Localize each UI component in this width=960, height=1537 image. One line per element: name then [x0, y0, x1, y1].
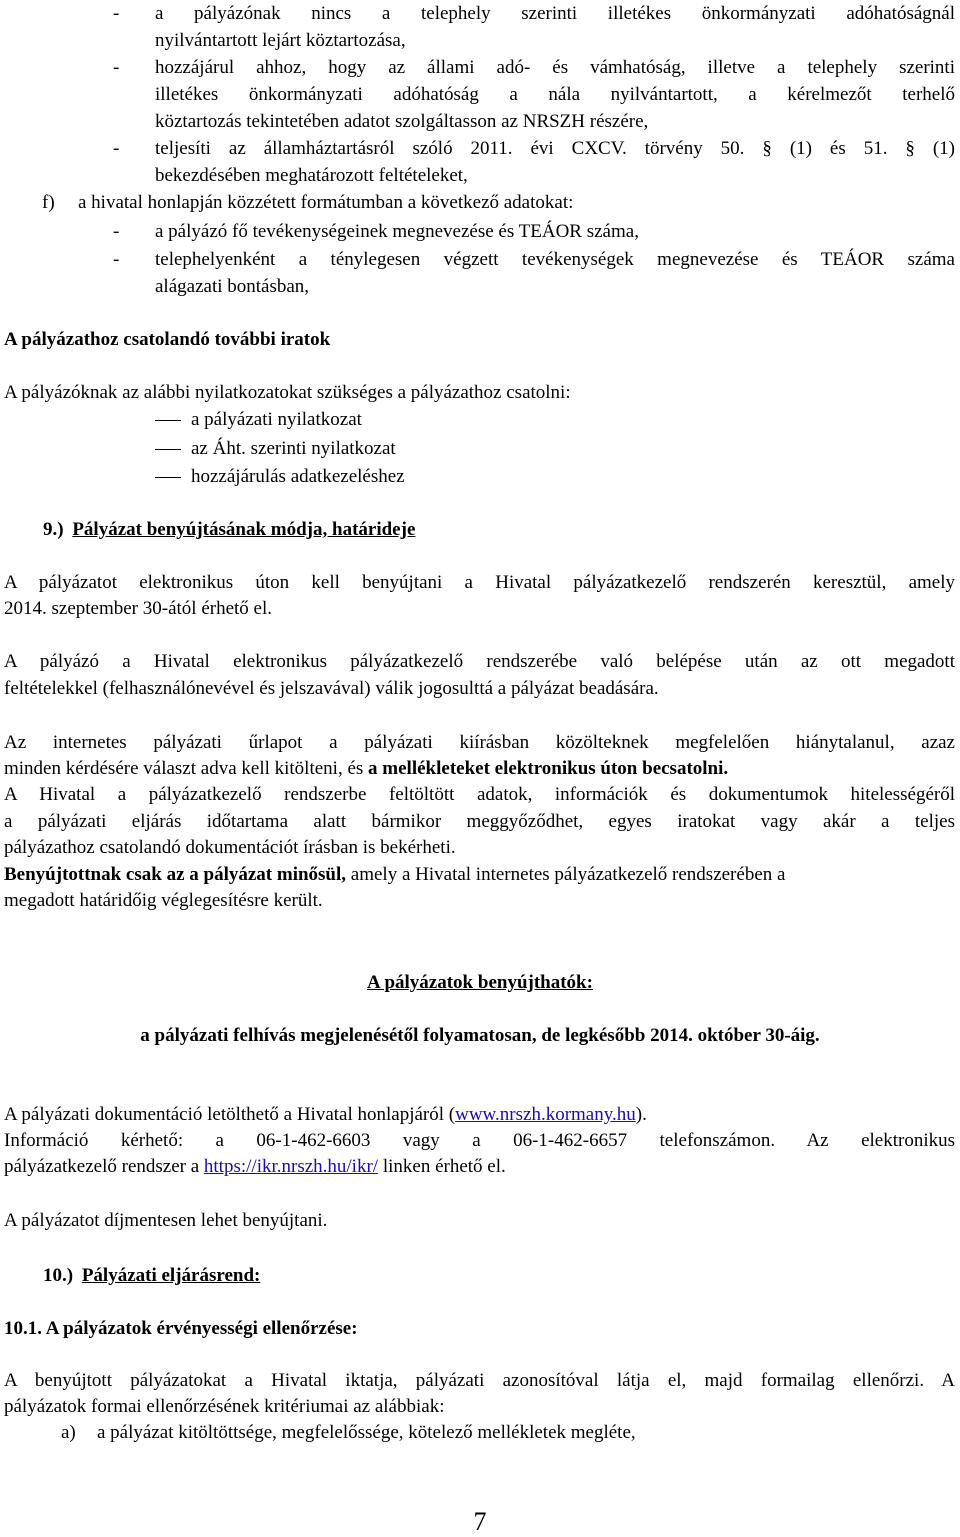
bullet-text: a pályázó fő tevékenységeinek megnevezése és TEÁOR száma,	[155, 221, 639, 242]
paragraph: A pályázóknak az alábbi nyilatkozatokat szükséges a pályázathoz csatolni:	[4, 382, 571, 403]
paragraph-line: A benyújtott pályázatokat a Hivatal iktatja, pályázati azonosítóval látja el, majd formailag ellenőrzi. A	[4, 1370, 955, 1391]
list-item-text: az Áht. szerinti nyilatkozat	[191, 438, 396, 459]
text-bold: a mellékleteket elektronikus úton becsatolni.	[368, 758, 729, 779]
bullet-dash: -	[113, 57, 120, 78]
paragraph-line	[4, 1155, 506, 1179]
bullet-text: hozzájárul ahhoz, hogy az állami adó- és vámhatóság, illetve a telephely szerinti	[155, 57, 955, 78]
subsection-heading: 10.1. A pályázatok érvényességi ellenőrzése:	[4, 1318, 358, 1339]
em-dash-marker	[155, 420, 181, 421]
section-number: 10.)	[43, 1265, 74, 1286]
text-plain: A pályázati dokumentáció letölthető a Hivatal honlapjáról (	[4, 1104, 456, 1125]
list-marker: a)	[61, 1422, 76, 1443]
bullet-dash: -	[113, 221, 120, 242]
section-heading: A pályázathoz csatolandó további iratok	[4, 329, 331, 350]
section-heading	[43, 518, 415, 542]
section-number: 9.)	[43, 519, 64, 540]
ikr-link[interactable]: https://ikr.nrszh.hu/ikr/	[203, 1156, 379, 1177]
em-dash-marker	[155, 477, 181, 478]
bullet-text: alágazati bontásban,	[155, 276, 310, 297]
paragraph-line: Az internetes pályázati űrlapot a pályázati kiírásban közölteknek megfelelően hiánytalanul, azaz	[4, 732, 955, 753]
paragraph-line: A pályázó a Hivatal elektronikus pályázatkezelő rendszerébe való belépése után az ott megadott	[4, 651, 955, 672]
text-plain: minden kérdésére választ adva kell kitölteni, és	[4, 758, 369, 779]
paragraph-line: A Hivatal a pályázatkezelő rendszerbe feltöltött adatok, információk és dokumentumok hitelességéről	[4, 784, 955, 805]
paragraph-line: feltételekkel (felhasználónevével és jelszavával) válik jogosulttá a pályázat beadására.	[4, 678, 659, 699]
paragraph-line: megadott határidőig véglegesítésre került.	[4, 890, 323, 911]
list-item-text: hozzájárulás adatkezeléshez	[191, 466, 405, 487]
list-item-text: a hivatal honlapján közzétett formátumban a következő adatokat:	[78, 192, 574, 213]
bullet-dash: -	[113, 249, 120, 270]
text-plain: pályázatkezelő rendszer a	[4, 1156, 204, 1177]
paragraph-line: A pályázatot elektronikus úton kell benyújtani a Hivatal pályázatkezelő rendszerén keresztül, amely	[4, 572, 955, 593]
text-plain: ).	[635, 1104, 647, 1125]
paragraph: A pályázatot díjmentesen lehet benyújtani.	[4, 1210, 328, 1231]
bullet-text: a pályázónak nincs a telephely szerinti illetékes önkormányzati adóhatóságnál	[155, 3, 955, 24]
paragraph-line: Információ kérhető: a 06-1-462-6603 vagy a 06-1-462-6657 telefonszámon. Az elektronikus	[4, 1130, 955, 1151]
text-bold: Benyújtottnak csak az a pályázat minősül,	[4, 864, 347, 885]
list-item-text: a pályázati nyilatkozat	[191, 409, 362, 430]
paragraph-line: 2014. szeptember 30-ától érhető el.	[4, 598, 273, 619]
deadline-text: a pályázati felhívás megjelenésétől folyamatosan, de legkésőbb 2014. október 30-áig.	[140, 1025, 820, 1046]
website-link[interactable]: www.nrszh.kormany.hu	[455, 1104, 636, 1125]
list-marker: f)	[42, 192, 55, 213]
section-title: Pályázat benyújtásának módja, határideje	[72, 519, 416, 540]
paragraph-line	[4, 863, 785, 887]
deadline-heading-text: A pályázatok benyújthatók:	[367, 972, 593, 993]
list-item-text: a pályázat kitöltöttsége, megfelelőssége, kötelező mellékletek megléte,	[97, 1422, 636, 1443]
bullet-text: bekezdésében meghatározott feltételeket,	[155, 165, 468, 186]
bullet-dash: -	[113, 138, 120, 159]
bullet-text: teljesíti az államháztartásról szóló 2011. évi CXCV. törvény 50. § (1) és 51. § (1)	[155, 138, 955, 159]
bullet-dash: -	[113, 3, 120, 24]
paragraph-line	[4, 1103, 647, 1127]
page-number: 7	[473, 1507, 487, 1536]
bullet-text: illetékes önkormányzati adóhatóság a nála nyilvántartott, a kérelmezőt terhelő	[155, 84, 955, 105]
deadline-heading	[0, 971, 960, 995]
paragraph-line: a pályázati eljárás időtartama alatt bármikor meggyőződhet, egyes iratokat vagy akár a teljes	[4, 811, 955, 832]
section-title: Pályázati eljárásrend:	[81, 1265, 261, 1286]
bullet-text: nyilvántartott lejárt köztartozása,	[155, 30, 406, 51]
paragraph-line: pályázatok formai ellenőrzésének kritériumai az alábbiak:	[4, 1396, 445, 1417]
em-dash-marker	[155, 449, 181, 450]
section-heading	[43, 1264, 260, 1288]
bullet-text: telephelyenként a ténylegesen végzett tevékenységek megnevezése és TEÁOR száma	[155, 249, 955, 270]
text-plain: linken érhető el.	[378, 1156, 506, 1177]
bullet-text: köztartozás tekintetében adatot szolgáltasson az NRSZH részére,	[155, 111, 649, 132]
text-plain: amely a Hivatal internetes pályázatkezelő rendszerében a	[346, 864, 786, 885]
paragraph-line: pályázathoz csatolandó dokumentációt írásban is bekérheti.	[4, 837, 456, 858]
paragraph-line	[4, 757, 728, 781]
